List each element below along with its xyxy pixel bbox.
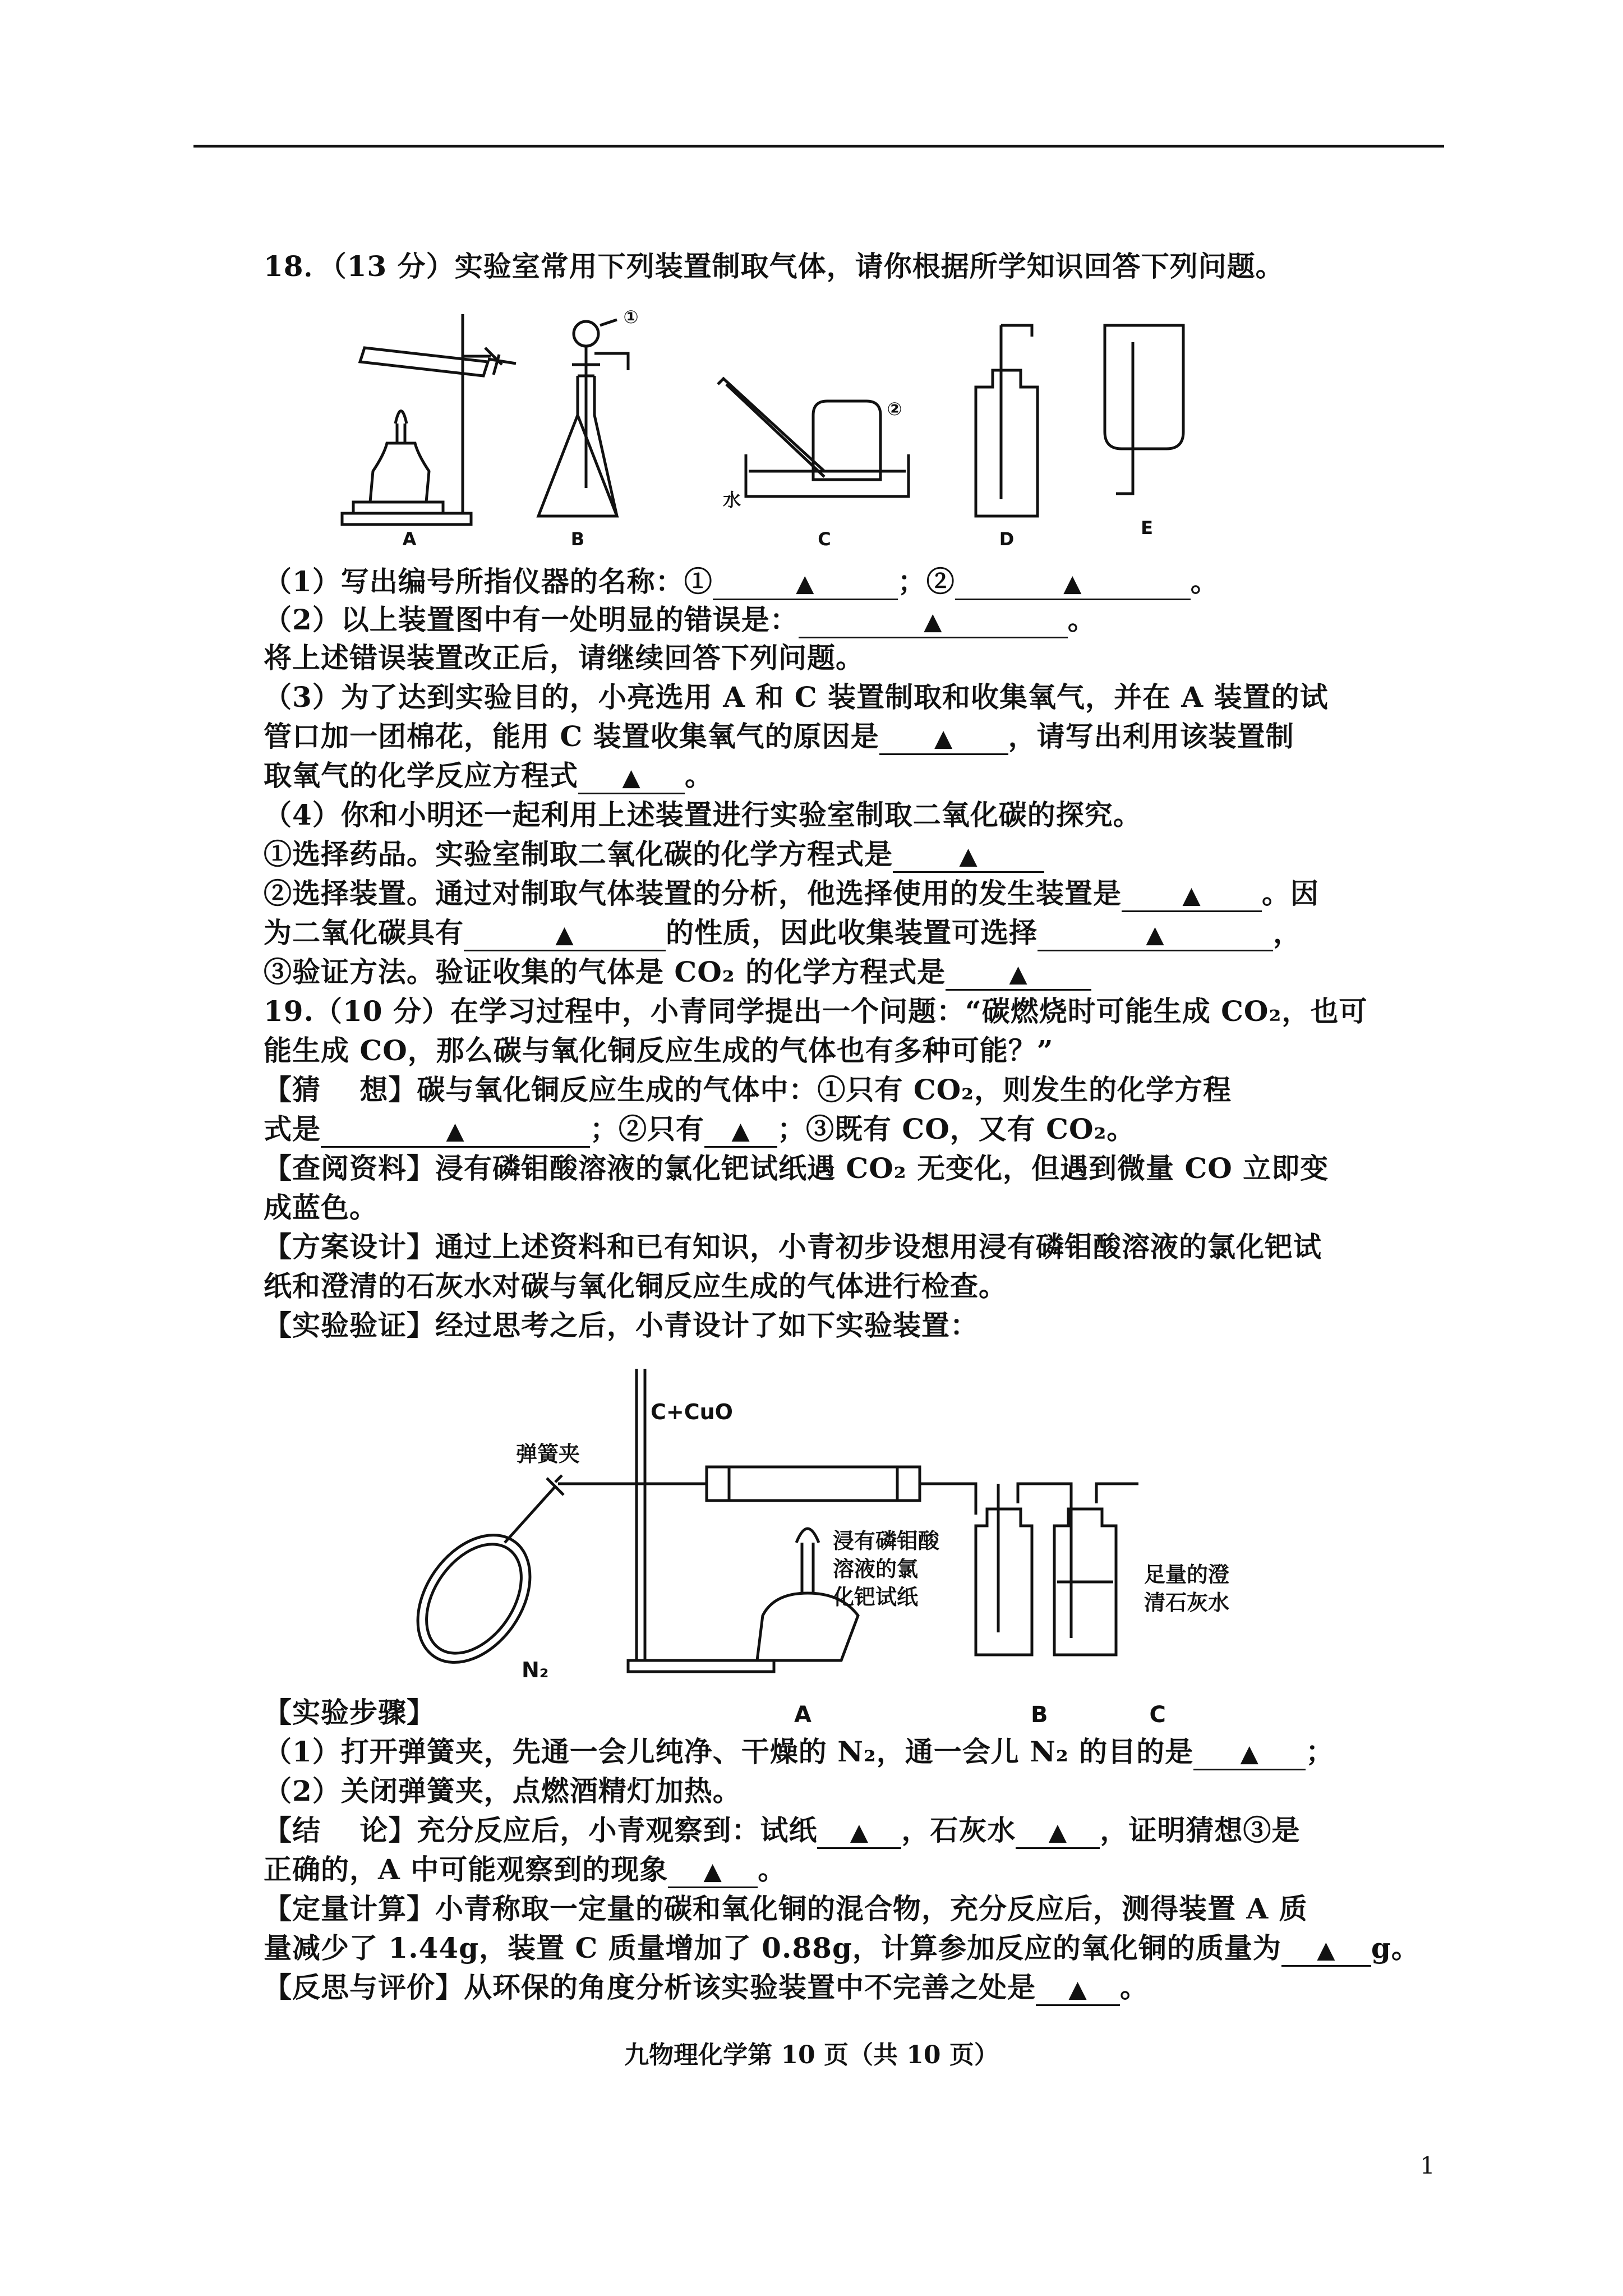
q18-heading: 18．（13 分）实验室常用下列装置制取气体，请你根据所学知识回答下列问题。: [264, 250, 1284, 283]
q19-hypothesis-2: 式是 ▲ ；②只有 ▲ ；③既有 CO，又有 CO₂。: [264, 1111, 1135, 1148]
test-tube-a: [360, 348, 488, 376]
header-rule: [193, 145, 1444, 148]
q19-hypothesis: 【猜 想】碳与氧化铜反应生成的气体中：①只有 CO₂，则发生的化学方程: [264, 1073, 1232, 1106]
q18-part4: （4）你和小明还一起利用上述装置进行实验室制取二氧化碳的探究。: [264, 798, 1142, 831]
q19-verification: 【实验验证】经过思考之后，小青设计了如下实验装置：: [264, 1309, 979, 1342]
label-b: B: [570, 528, 585, 550]
label-a: A: [402, 528, 417, 550]
q18-part3-line3: 取氧气的化学反应方程式 ▲ 。: [264, 757, 713, 794]
q19-conclusion-2: 正确的，A 中可能观察到的现象 ▲ 。: [264, 1851, 786, 1888]
q19-design: 【方案设计】通过上述资料和已有知识，小青初步设想用浸有磷钼酸溶液的氯化钯试: [264, 1230, 1322, 1263]
answer-blank[interactable]: ▲: [1193, 1737, 1306, 1770]
answer-blank[interactable]: ▲: [817, 1815, 901, 1849]
label-paper-3: 化钯试纸: [833, 1585, 919, 1609]
q19-line1: 19.（10 分）在学习过程中，小青同学提出一个问题：“碳燃烧时可能生成 CO₂，也可: [264, 995, 1368, 1028]
label-lime-2: 清石灰水: [1144, 1590, 1230, 1615]
q19-quantitative: 【定量计算】小青称取一定量的碳和氧化铜的混合物，充分反应后，测得装置 A 质: [264, 1892, 1308, 1925]
page-number: 1: [1420, 2152, 1435, 2179]
stand-base-a: [342, 513, 471, 524]
bottle-b: [976, 1509, 1032, 1655]
answer-blank[interactable]: ▲: [321, 1114, 590, 1148]
q19-quantitative-2: 量减少了 1.44g，装置 C 质量增加了 0.88g，计算参加反应的氧化铜的质量为 ▲ g。: [264, 1930, 1420, 1967]
q19-reference: 【查阅资料】浸有磷钼酸溶液的氯化钯试纸遇 CO₂ 无变化，但遇到微量 CO 立即变: [264, 1152, 1329, 1185]
answer-blank[interactable]: ▲: [799, 605, 1068, 638]
label-lime-1: 足量的澄: [1144, 1562, 1230, 1587]
answer-blank[interactable]: ▲: [879, 721, 1008, 755]
q19-conclusion: 【结 论】充分反应后，小青观察到：试纸 ▲ ，石灰水 ▲ ，证明猜想③是: [264, 1812, 1300, 1849]
q18-part4-2: ②选择装置。通过对制取气体装置的分析，他选择使用的发生装置是 ▲ 。因: [264, 875, 1319, 912]
q19-line2: 能生成 CO，那么碳与氧化铜反应生成的气体也有多种可能？”: [264, 1034, 1054, 1067]
bottle-e: [1105, 325, 1183, 449]
label-circ1: ①: [623, 306, 639, 328]
answer-blank[interactable]: ▲: [1122, 878, 1262, 912]
label-clip: 弹簧夹: [516, 1442, 580, 1466]
stand-rod: [637, 1369, 645, 1660]
q18-part4-4: ③验证方法。验证收集的气体是 CO₂ 的化学方程式是 ▲: [264, 954, 1091, 991]
answer-blank[interactable]: ▲: [704, 1114, 777, 1148]
q18-part4-1: ①选择药品。实验室制取二氧化碳的化学方程式是 ▲: [264, 836, 1044, 873]
answer-blank[interactable]: ▲: [946, 957, 1091, 991]
label-n2: N₂: [522, 1658, 549, 1682]
label-paper-2: 溶液的氯: [833, 1557, 919, 1581]
lamp-a: [370, 443, 429, 502]
q18-part2: （2）以上装置图中有一处明显的错误是： ▲ 。: [264, 601, 1096, 638]
q19-step1: （1）打开弹簧夹，先通一会儿纯净、干燥的 N₂，通一会儿 N₂ 的目的是 ▲ ；: [264, 1733, 1334, 1770]
answer-blank[interactable]: ▲: [713, 567, 898, 600]
q19-apparatus-figure: [415, 1358, 1368, 1688]
q19-reference-2: 成蓝色。: [264, 1191, 378, 1224]
answer-blank[interactable]: ▲: [464, 918, 666, 951]
answer-blank[interactable]: ▲: [1038, 918, 1273, 951]
answer-blank[interactable]: ▲: [1281, 1933, 1371, 1967]
q18-part4-3: 为二氧化碳具有 ▲ 的性质，因此收集装置可选择 ▲ ，: [264, 914, 1302, 951]
answer-blank[interactable]: ▲: [1036, 1972, 1120, 2006]
q19-steps-heading: 【实验步骤】 A B C: [264, 1696, 1166, 1729]
q18-part1: （1）写出编号所指仪器的名称：① ▲ ；② ▲ 。: [264, 563, 1219, 600]
label-c-cuo: C+CuO: [651, 1400, 733, 1424]
reaction-tube: [707, 1467, 920, 1501]
answer-blank[interactable]: ▲: [1016, 1815, 1100, 1849]
bottle-d: [976, 370, 1038, 516]
label-water: 水: [722, 489, 741, 510]
answer-blank[interactable]: ▲: [668, 1855, 758, 1888]
q18-apparatus-figure: [331, 303, 1363, 550]
answer-blank[interactable]: ▲: [578, 761, 685, 794]
answer-blank[interactable]: ▲: [893, 839, 1044, 873]
q18-part3-line1: （3）为了达到实验目的，小亮选用 A 和 C 装置制取和收集氧气，并在 A 装置的试: [264, 680, 1329, 714]
label-circ2: ②: [887, 398, 902, 420]
q18-part3-line2: 管口加一团棉花，能用 C 装置收集氧气的原因是 ▲ ，请写出利用该装置制: [264, 718, 1294, 755]
q19-reflection: 【反思与评价】从环保的角度分析该实验装置中不完善之处是 ▲ 。: [264, 1969, 1149, 2006]
stand-base: [628, 1660, 774, 1672]
answer-blank[interactable]: ▲: [955, 567, 1191, 600]
label-c: C: [818, 528, 831, 550]
label-paper-1: 浸有磷钼酸: [833, 1529, 940, 1553]
bottle-c: [813, 401, 880, 480]
flask-b: [538, 376, 617, 516]
page-footer: 九物理化学第 10 页（共 10 页）: [624, 2041, 999, 2069]
q18-note: 将上述错误装置改正后，请继续回答下列问题。: [264, 641, 864, 674]
q19-design-2: 纸和澄清的石灰水对碳与氧化铜反应生成的气体进行检查。: [264, 1269, 1007, 1303]
label-d: D: [999, 528, 1015, 550]
wick-a: [397, 424, 405, 443]
label-e: E: [1141, 517, 1153, 539]
lamp-block-a: [353, 502, 443, 513]
trough-c: [746, 454, 909, 496]
q19-step2: （2）关闭弹簧夹，点燃酒精灯加热。: [264, 1774, 741, 1807]
